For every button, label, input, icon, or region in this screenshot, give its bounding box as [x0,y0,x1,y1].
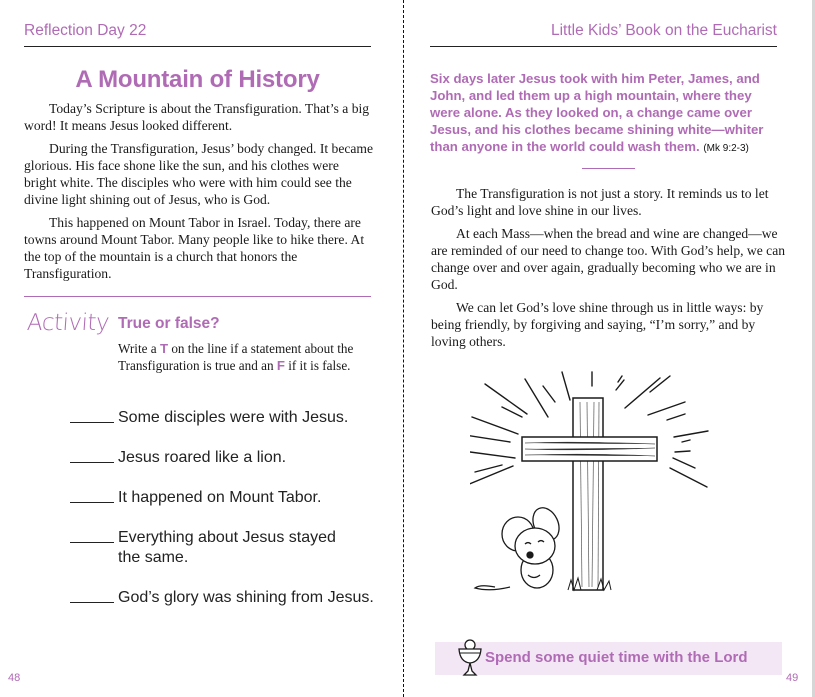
running-head-right: Little Kids’ Book on the Eucharist [550,22,777,39]
paragraph: We can let God’s love shine through us in little ways: by being friendly, by forgiving and saying, “I’m sorry,” and by loving others. [431,300,764,349]
header-rule [430,46,777,47]
answer-blank[interactable] [70,408,114,423]
answer-blank[interactable] [70,528,114,543]
body-text [431,185,786,356]
page-number: 49 [786,672,799,684]
list-item [70,588,390,608]
running-head-left: Reflection Day 22 [24,22,147,39]
statement-text: It happened on Mount Tabor. [118,489,322,506]
body-text [24,100,374,288]
instruction-text: on the line if a statement about the Transfiguration is true and an [118,341,354,373]
page-gutter-fold [403,0,404,697]
false-letter: F [276,358,285,373]
paragraph: This happened on Mount Tabor in Israel. Today, there are towns around Mount Tabor. Many people like to hike there. At the top of the mountain is a church that honors the Transfiguration. [24,215,365,281]
left-page [0,0,403,697]
statement-text: Jesus roared like a lion. [118,449,287,466]
header-rule [24,46,371,47]
activity-label: Activity [26,310,110,336]
activity-instructions [118,340,378,374]
true-letter: T [159,341,169,356]
prayer-banner [435,642,782,675]
list-item [70,448,390,468]
chalice-icon [455,637,485,677]
true-false-list [70,408,390,608]
instruction-text: if it is false. [284,358,351,373]
page-title: A Mountain of History [75,66,320,93]
cross-illustration [470,362,770,602]
activity-heading: True or false? [118,315,220,332]
scripture-quote [430,70,780,157]
scripture-reference: (Mk 9:2-3) [703,143,749,154]
paragraph: Today’s Scripture is about the Transfiguration. That’s a big word! It means Jesus looked different. [24,101,370,133]
paragraph: During the Transfiguration, Jesus’ body changed. It became glorious. His face shone like the sun, and his clothes were bright white. The disciples who were with him could see the divine light shining out of Jesus, who is God. [24,141,374,207]
paragraph: The Transfiguration is not just a story. It reminds us to let God’s light and love shine in our lives. [431,186,769,218]
right-page [405,0,810,697]
mouse [475,504,564,590]
short-divider [582,168,635,169]
glowing-cross-icon [470,362,770,602]
list-item [70,488,390,508]
statement-text: God’s glory was shining from Jesus. [118,589,374,606]
answer-blank[interactable] [70,488,114,503]
statement-text: Some disciples were with Jesus. [118,409,349,426]
list-item [70,528,390,568]
paragraph: At each Mass—when the bread and wine are changed—we are reminded of our need to change too. With God’s help, we can change over and over again, gradually becoming who we are in God. [431,226,786,292]
answer-blank[interactable] [70,588,114,603]
answer-blank[interactable] [70,448,114,463]
statement-text: Everything about Jesus stayed the same. [118,529,336,566]
scripture-text: Six days later Jesus took with him Peter, James, and John, and led them up a high mountain, where they were alone. As they looked on, a change came over Jesus, and his clothes became shining white—whiter than anyone in the world could wash them. [430,71,764,154]
page-number: 48 [8,672,21,684]
instruction-text: Write a [118,341,160,356]
banner-text: Spend some quiet time with the Lord [485,649,748,666]
list-item [70,408,390,428]
section-divider [24,296,371,297]
